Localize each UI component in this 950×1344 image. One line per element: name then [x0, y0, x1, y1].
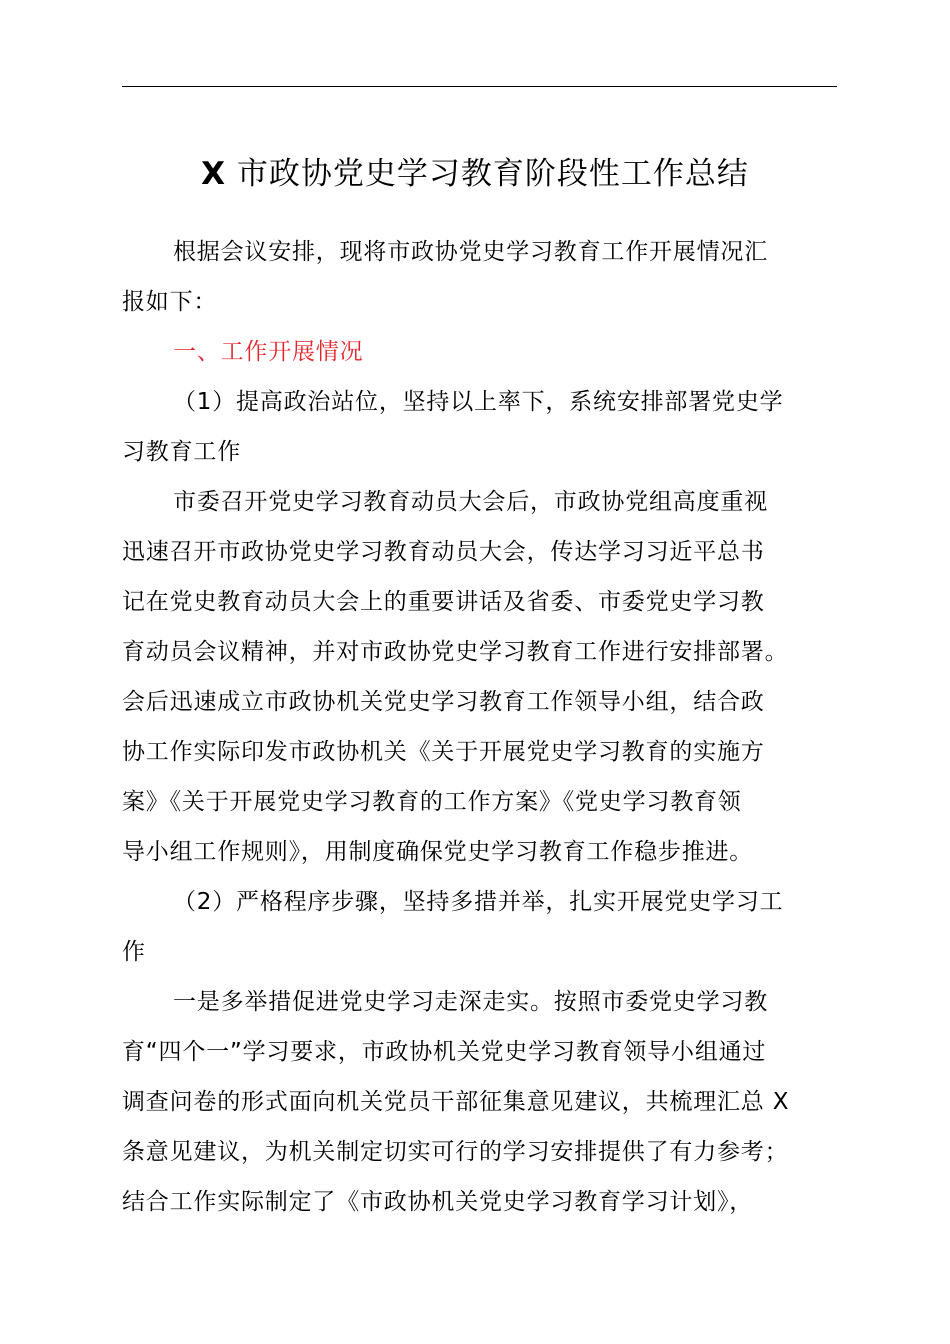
- subheading-1-line-2: 习教育工作: [122, 439, 241, 465]
- document-title-text: 市政协党史学习教育阶段性工作总结: [236, 156, 749, 192]
- paragraph-2-line-4: 条意见建议，为机关制定切实可行的学习安排提供了有力参考；: [122, 1139, 789, 1165]
- document-title-prefix: X: [201, 156, 227, 192]
- paragraph-2-line-5: 结合工作实际制定了《市政协机关党史学习教育学习计划》，: [122, 1189, 754, 1215]
- subheading-2-line-2: 作: [122, 939, 146, 965]
- subheading-2-line-1: （2）严格程序步骤，坚持多措并举，扎实开展党史学习工: [173, 889, 784, 915]
- paragraph-intro-line-1: 根据会议安排，现将市政协党史学习教育工作开展情况汇: [173, 239, 768, 265]
- header-rule: [122, 86, 837, 87]
- paragraph-2-line-1: 一是多举措促进党史学习走深走实。按照市委党史学习教: [173, 989, 768, 1015]
- subheading-1-line-1: （1）提高政治站位，坚持以上率下，系统安排部署党史学: [173, 389, 784, 415]
- paragraph-1-line-1: 市委召开党史学习教育动员大会后，市政协党组高度重视: [173, 489, 768, 515]
- paragraph-1-line-6: 协工作实际印发市政协机关《关于开展党史学习教育的实施方: [122, 739, 765, 765]
- paragraph-1-line-8: 导小组工作规则》，用制度确保党史学习教育工作稳步推进。: [122, 839, 754, 865]
- paragraph-2-line-2: 育“四个一”学习要求，市政协机关党史学习教育领导小组通过: [122, 1039, 767, 1065]
- paragraph-1-line-2: 迅速召开市政协党史学习教育动员大会，传达学习习近平总书: [122, 539, 765, 565]
- paragraph-1-line-4: 育动员会议精神，并对市政协党史学习教育工作进行安排部署。: [122, 639, 789, 665]
- paragraph-1-line-7: 案》《关于开展党史学习教育的工作方案》《党史学习教育领: [122, 789, 742, 815]
- section-heading-1: 一、工作开展情况: [173, 339, 364, 365]
- paragraph-1-line-5: 会后迅速成立市政协机关党史学习教育工作领导小组，结合政: [122, 689, 765, 715]
- paragraph-2-line-3: 调查问卷的形式面向机关党员干部征集意见建议，共梳理汇总 X: [122, 1089, 790, 1115]
- paragraph-1-line-3: 记在党史教育动员大会上的重要讲话及省委、市委党史学习教: [122, 589, 765, 615]
- paragraph-intro-line-2: 报如下：: [122, 289, 218, 315]
- document-title: [0, 150, 950, 198]
- document-body: [122, 227, 842, 1227]
